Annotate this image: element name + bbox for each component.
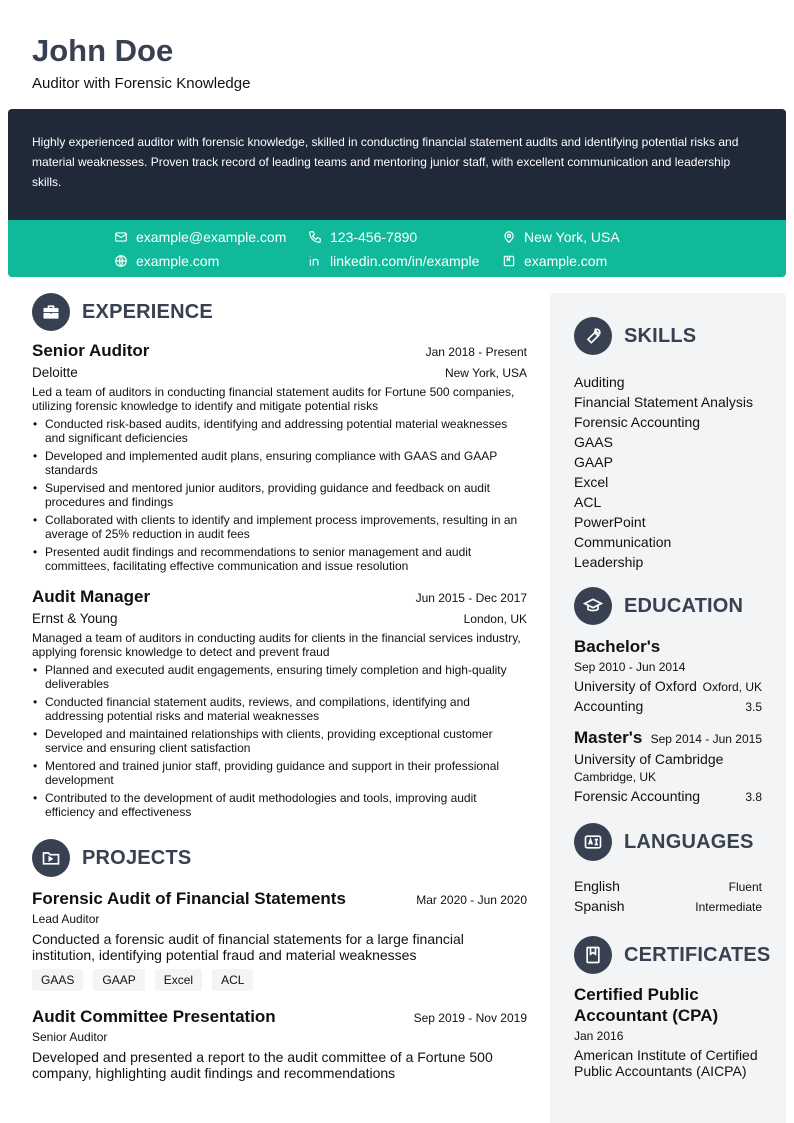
skill-item: ACL xyxy=(574,494,602,510)
wrench-icon xyxy=(574,317,612,355)
skills-heading xyxy=(574,317,762,355)
edu-school: University of Cambridge xyxy=(574,751,724,767)
translate-icon xyxy=(574,823,612,861)
globe-icon xyxy=(114,254,128,268)
certificate-issuer: American Institute of Certified Public Accountants (AICPA) xyxy=(574,1047,758,1079)
sidebar xyxy=(550,293,786,1123)
job-bullets xyxy=(32,663,527,819)
project-date: Sep 2019 - Nov 2019 xyxy=(413,1011,527,1025)
briefcase-icon xyxy=(32,293,70,331)
job-entry xyxy=(32,341,527,573)
email-text: example@example.com xyxy=(136,229,287,245)
project-title: Forensic Audit of Financial Statements xyxy=(32,889,346,908)
contact-website[interactable] xyxy=(114,251,219,271)
skill-item: Excel xyxy=(574,474,609,490)
certificate-date: Jan 2016 xyxy=(574,1029,624,1043)
job-entry xyxy=(32,587,527,819)
job-bullet: • Planned and executed audit engagements, ensuring timely completion and high-quality deliverables xyxy=(32,663,527,691)
job-bullet: • Developed and implemented audit plans, ensuring compliance with GAAS and GAAP standards xyxy=(32,449,527,477)
phone-text: 123-456-7890 xyxy=(330,229,418,245)
mail-icon xyxy=(114,230,128,244)
job-location: New York, USA xyxy=(444,366,527,380)
education-entry xyxy=(574,637,762,714)
experience-title: EXPERIENCE xyxy=(82,300,213,323)
edu-location: Oxford, UK xyxy=(702,680,762,694)
edu-field: Forensic Accounting xyxy=(574,788,701,804)
edu-gpa: 3.8 xyxy=(745,790,762,804)
resume-header xyxy=(32,34,250,92)
edu-degree: Bachelor's xyxy=(574,637,661,656)
skills-title: SKILLS xyxy=(624,324,697,347)
education-title: EDUCATION xyxy=(624,594,744,617)
job-bullet: • Presented audit findings and recommendations to senior management and audit committees, facilitating effective communication and issue resolution xyxy=(32,545,527,573)
language-item xyxy=(574,878,762,898)
certificate-name: Certified Public Accountant (CPA) xyxy=(574,985,719,1025)
job-bullet: • Developed and maintained relationships with clients, providing exceptional customer service and ensuring client satisfaction xyxy=(32,727,527,755)
skills-list xyxy=(574,372,762,572)
project-date: Mar 2020 - Jun 2020 xyxy=(416,893,527,907)
project-entry xyxy=(32,889,527,991)
candidate-name: John Doe xyxy=(32,33,174,68)
location-pin-icon xyxy=(502,230,516,244)
contact-email[interactable] xyxy=(114,227,286,247)
edu-school: University of Oxford xyxy=(574,678,697,694)
skill-item: Financial Statement Analysis xyxy=(574,394,753,410)
contact-linkedin[interactable] xyxy=(308,251,479,271)
location-text: New York, USA xyxy=(524,229,620,245)
graduation-cap-icon xyxy=(574,587,612,625)
project-description: Developed and presented a report to the audit committee of a Fortune 500 company, highlighting audit findings and recommendations xyxy=(32,1049,493,1081)
languages-list xyxy=(574,878,762,918)
edu-date: Sep 2014 - Jun 2015 xyxy=(650,732,762,746)
skill-item: Forensic Accounting xyxy=(574,414,701,430)
education-entry xyxy=(574,728,762,804)
certificates-heading xyxy=(574,936,771,974)
contact-portfolio[interactable] xyxy=(502,251,607,271)
job-date: Jun 2015 - Dec 2017 xyxy=(415,591,527,605)
skill-item: Leadership xyxy=(574,554,644,570)
education-heading xyxy=(574,587,762,625)
linkedin-icon xyxy=(308,254,322,268)
edu-date: Sep 2010 - Jun 2014 xyxy=(574,660,686,674)
project-title: Audit Committee Presentation xyxy=(32,1007,276,1026)
job-bullet: • Mentored and trained junior staff, providing guidance and support in their professional development xyxy=(32,759,527,787)
languages-heading xyxy=(574,823,762,861)
certificate-icon xyxy=(574,936,612,974)
job-title: Senior Auditor xyxy=(32,341,150,360)
edu-field: Accounting xyxy=(574,698,644,714)
edu-location: Cambridge, UK xyxy=(574,770,657,784)
skill-item: GAAS xyxy=(574,434,613,450)
tag: GAAP xyxy=(93,969,144,991)
job-bullet: • Conducted risk-based audits, identifying and addressing potential material weaknesses and significant deficiencies xyxy=(32,417,527,445)
portfolio-text: example.com xyxy=(524,253,608,269)
language-name: Spanish xyxy=(574,898,625,914)
project-role: Senior Auditor xyxy=(32,1030,108,1044)
skill-item: Communication xyxy=(574,534,672,550)
language-item xyxy=(574,898,762,918)
job-company: Deloitte xyxy=(32,365,78,380)
folder-icon xyxy=(32,839,70,877)
candidate-title: Auditor with Forensic Knowledge xyxy=(32,75,251,92)
project-role: Lead Auditor xyxy=(32,912,100,926)
language-level: Intermediate xyxy=(695,900,762,914)
job-company: Ernst & Young xyxy=(32,611,118,626)
job-description: Led a team of auditors in conducting financial statement audits for Fortune 500 companies, utilizing forensic knowledge to identify and mitigate potential risks xyxy=(32,385,515,413)
projects-heading xyxy=(32,839,527,877)
certificate-entry xyxy=(574,984,762,1079)
tag: Excel xyxy=(155,969,202,991)
project-tags xyxy=(32,969,527,991)
language-name: English xyxy=(574,878,620,894)
job-bullet: • Contributed to the development of audit methodologies and tools, improving audit efficiency and effectiveness xyxy=(32,791,527,819)
job-date: Jan 2018 - Present xyxy=(425,345,527,359)
summary-text: Highly experienced auditor with forensic knowledge, skilled in conducting financial statement audits and identifying potential risks and material weaknesses. Proven track record of leading teams and mentoring junior staff, with excellent communication and leadership skills. xyxy=(32,135,739,189)
project-entry xyxy=(32,1007,527,1081)
phone-icon xyxy=(308,230,322,244)
contact-location xyxy=(502,227,620,247)
experience-heading xyxy=(32,293,527,331)
language-level: Fluent xyxy=(728,880,762,894)
job-bullets xyxy=(32,417,527,573)
summary-section xyxy=(8,109,786,220)
certificates-title: CERTIFICATES xyxy=(624,943,771,966)
portfolio-icon xyxy=(502,254,516,268)
job-title: Audit Manager xyxy=(32,587,151,606)
main-column xyxy=(32,293,527,1081)
skill-item: GAAP xyxy=(574,454,613,470)
edu-degree: Master's xyxy=(574,728,643,747)
linkedin-text: linkedin.com/in/example xyxy=(330,253,480,269)
job-location: London, UK xyxy=(463,612,527,626)
skill-item: PowerPoint xyxy=(574,514,646,530)
website-text: example.com xyxy=(136,253,220,269)
contact-bar xyxy=(8,220,786,277)
contact-phone[interactable] xyxy=(308,227,417,247)
skill-item: Auditing xyxy=(574,374,625,390)
tag: GAAS xyxy=(32,969,83,991)
projects-title: PROJECTS xyxy=(82,846,192,869)
job-description: Managed a team of auditors in conducting audits for clients in the financial services industry, applying forensic knowledge to detect and prevent fraud xyxy=(32,631,521,659)
job-bullet: • Conducted financial statement audits, reviews, and compilations, identifying and addressing potential risks and material weaknesses xyxy=(32,695,527,723)
edu-gpa: 3.5 xyxy=(745,700,762,714)
job-bullet: • Collaborated with clients to identify and implement process improvements, resulting in an average of 25% reduction in audit fees xyxy=(32,513,527,541)
job-bullet: • Supervised and mentored junior auditors, providing guidance and feedback on audit procedures and findings xyxy=(32,481,527,509)
languages-title: LANGUAGES xyxy=(624,830,754,853)
project-description: Conducted a forensic audit of financial statements for a large financial institution, identifying potential fraud and material weaknesses xyxy=(32,931,464,963)
tag: ACL xyxy=(212,969,253,991)
